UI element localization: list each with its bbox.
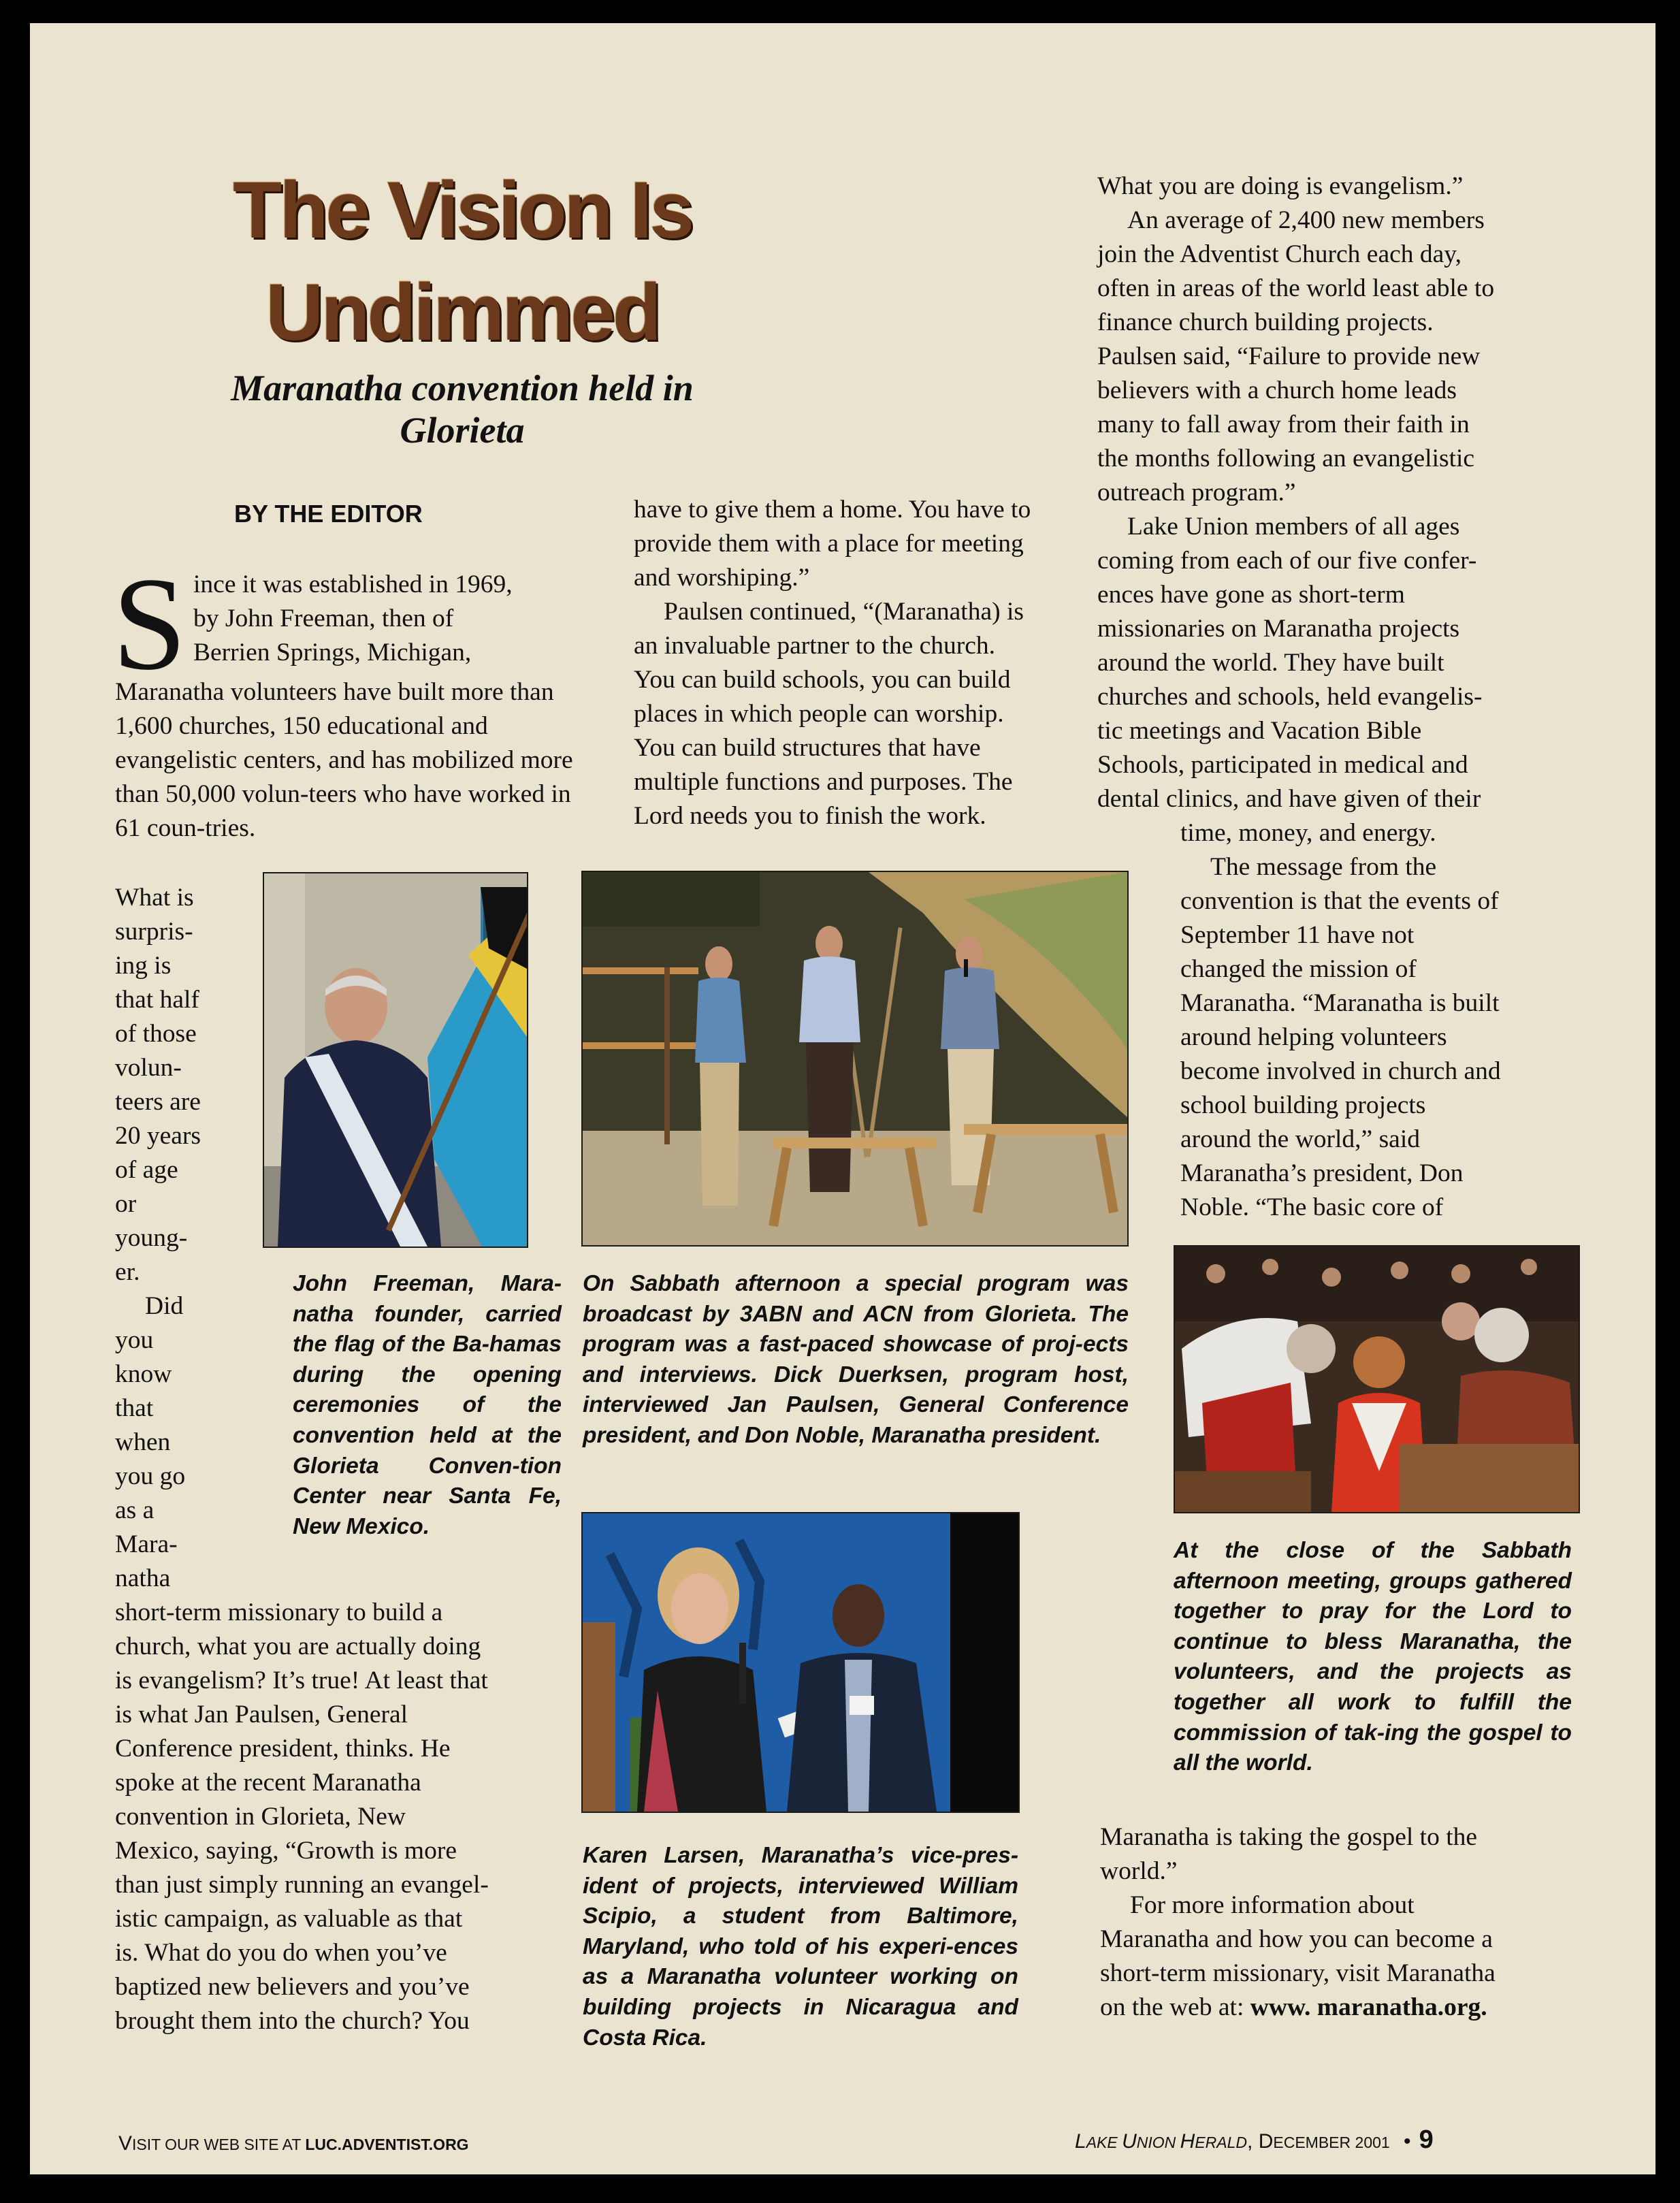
intro-line: Berrien Springs, Michigan, bbox=[193, 639, 472, 666]
photo-freeman-image bbox=[264, 873, 527, 1247]
narrow-line: that half bbox=[115, 986, 199, 1014]
text-line: outreach program.” bbox=[1097, 479, 1296, 506]
photo-larsen-image bbox=[583, 1513, 1018, 1812]
narrow-line: of those bbox=[115, 1020, 197, 1048]
column-3-top bbox=[1097, 170, 1587, 816]
text-line: believers with a church home leads bbox=[1097, 376, 1457, 404]
text-line: have to give them a home. You have to bbox=[634, 496, 1031, 524]
caption-larsen: Karen Larsen, Maranatha’s vice-pres-ident of projects, interviewed William Scipio, a student from Baltimore, Maryland, who told of his experi-ences as a Maranatha volunteer working on building projects in Nicaragua and Costa Rica. bbox=[583, 1843, 1018, 2051]
article-title-line-2: Undimmed bbox=[265, 268, 659, 357]
pub-cap-3: H bbox=[1180, 2130, 1195, 2153]
text-line: become involved in church and bbox=[1180, 1057, 1501, 1085]
footer-right bbox=[1075, 2125, 1434, 2155]
photo-stage-image bbox=[583, 872, 1127, 1245]
narrow-line: 20 years bbox=[115, 1122, 201, 1150]
footer-separator: , bbox=[1247, 2130, 1259, 2153]
maranatha-web-link[interactable]: www. maranatha.org. bbox=[1250, 1993, 1487, 2021]
text-line: brought them into the church? You bbox=[115, 2007, 470, 2035]
article-title-line-1: The Vision Is bbox=[233, 165, 692, 255]
text-line: provide them with a place for meeting bbox=[634, 530, 1024, 558]
narrow-line: volun- bbox=[115, 1054, 182, 1082]
narrow-line: er. bbox=[115, 1258, 140, 1286]
text-line: changed the mission of bbox=[1180, 955, 1417, 983]
text-line: churches and schools, held evangelis- bbox=[1097, 683, 1483, 711]
text-line: Conference president, thinks. He bbox=[115, 1735, 451, 1763]
caption-stage: On Sabbath afternoon a special program was broadcast by 3ABN and ACN from Glorieta. The program was a fast-paced showcase of proj-ects and interviews. Dick Duerksen, program host, interviewed Jan Paulsen, General Conference president, and Don Noble, Maranatha president. bbox=[583, 1271, 1129, 1448]
text-line: You can build schools, you can build bbox=[634, 666, 1011, 694]
text-line: baptized new believers and you’ve bbox=[115, 1973, 470, 2001]
narrow-line: that bbox=[115, 1394, 154, 1422]
text-line: around helping volunteers bbox=[1180, 1023, 1447, 1051]
narrow-line: you go bbox=[115, 1462, 186, 1490]
intro-line: by John Freeman, then of bbox=[193, 605, 454, 632]
text-line: istic campaign, as valuable as that bbox=[115, 1905, 463, 1933]
narrow-line: What is bbox=[115, 884, 194, 912]
narrow-line: natha bbox=[115, 1564, 171, 1592]
pub-rest-1: AKE bbox=[1086, 2134, 1122, 2151]
narrow-line: Did bbox=[145, 1292, 184, 1320]
article-subtitle: Maranatha convention held in Glorieta bbox=[231, 368, 694, 451]
text-line: finance church building projects. bbox=[1097, 308, 1434, 336]
date-cap: D bbox=[1258, 2130, 1274, 2153]
text-line: Schools, participated in medical and bbox=[1097, 751, 1468, 779]
column-3-indented bbox=[1180, 816, 1589, 1225]
text-line: The message from the bbox=[1210, 853, 1437, 881]
text-line: short-term missionary, visit Maranatha bbox=[1100, 1959, 1496, 1987]
narrow-line: as a bbox=[115, 1496, 155, 1524]
text-line: is evangelism? It’s true! At least that bbox=[115, 1667, 488, 1694]
text-line bbox=[1100, 1991, 1590, 2025]
narrow-line: teers are bbox=[115, 1088, 201, 1116]
text-line: Paulsen said, “Failure to provide new bbox=[1097, 342, 1481, 370]
column-3-bottom bbox=[1100, 1820, 1590, 2025]
pub-cap-1: L bbox=[1075, 2130, 1086, 2153]
text-line: the months following an evangelistic bbox=[1097, 445, 1475, 472]
text-line: time, money, and energy. bbox=[1180, 819, 1436, 847]
text-line: church, what you are actually doing bbox=[115, 1633, 481, 1660]
text-line: Maranatha. “Maranatha is built bbox=[1180, 989, 1500, 1017]
footer-visit-cap: V bbox=[118, 2132, 133, 2155]
narrow-line: Mara- bbox=[115, 1530, 178, 1558]
text-line: Maranatha and how you can become a bbox=[1100, 1925, 1493, 1953]
text-line: Lord needs you to finish the work. bbox=[634, 802, 986, 830]
text-line: tic meetings and Vacation Bible bbox=[1097, 717, 1422, 745]
narrow-line: young- bbox=[115, 1224, 188, 1252]
footer-visit-rest: ISIT OUR WEB SITE AT bbox=[132, 2136, 306, 2153]
page-number: 9 bbox=[1419, 2125, 1434, 2154]
byline: BY THE EDITOR bbox=[234, 500, 423, 528]
footer-left bbox=[118, 2132, 469, 2155]
text-line: world.” bbox=[1100, 1857, 1178, 1885]
pub-rest-3: ERALD bbox=[1195, 2134, 1248, 2151]
pub-cap-2: U bbox=[1122, 2130, 1137, 2153]
text-line: spoke at the recent Maranatha bbox=[115, 1769, 421, 1797]
footer-bullet: • bbox=[1404, 2130, 1411, 2153]
web-prefix: on the web at: bbox=[1100, 1993, 1250, 2021]
text-line: multiple functions and purposes. The bbox=[634, 768, 1013, 796]
column-1-intro bbox=[112, 550, 585, 846]
text-line: For more information about bbox=[1130, 1891, 1415, 1919]
drop-cap: S bbox=[112, 550, 187, 698]
text-line: is what Jan Paulsen, General bbox=[115, 1701, 408, 1728]
photo-prayer-groups bbox=[1174, 1245, 1580, 1513]
text-line: missionaries on Maranatha projects bbox=[1097, 615, 1460, 643]
magazine-page bbox=[30, 23, 1655, 2174]
text-line: an invaluable partner to the church. bbox=[634, 632, 996, 660]
text-line: coming from each of our five confer- bbox=[1097, 547, 1477, 575]
text-line: dental clinics, and have given of their bbox=[1097, 785, 1481, 813]
text-line: is. What do you do when you’ve bbox=[115, 1939, 447, 1967]
footer-website-link[interactable]: LUC.ADVENTIST.ORG bbox=[305, 2136, 469, 2153]
narrow-line: when bbox=[115, 1428, 171, 1456]
photo-prayer-image bbox=[1175, 1247, 1579, 1512]
text-line: often in areas of the world least able to bbox=[1097, 274, 1495, 302]
text-line: and worshiping.” bbox=[634, 564, 810, 592]
text-line: convention is that the events of bbox=[1180, 887, 1499, 915]
narrow-line: surpris- bbox=[115, 918, 193, 946]
text-line: short-term missionary to build a bbox=[115, 1598, 443, 1626]
narrow-line: or bbox=[115, 1190, 137, 1218]
text-line: Paulsen continued, “(Maranatha) is bbox=[664, 598, 1024, 626]
narrow-line: know bbox=[115, 1360, 172, 1388]
column-2-top bbox=[634, 493, 1158, 833]
text-line: convention in Glorieta, New bbox=[115, 1803, 406, 1831]
text-line: many to fall away from their faith in bbox=[1097, 411, 1470, 438]
pub-rest-2: NION bbox=[1136, 2134, 1180, 2151]
text-line: around the world. They have built bbox=[1097, 649, 1444, 677]
text-line: September 11 have not bbox=[1180, 921, 1415, 949]
paragraph: Maranatha volunteers have built more than 1,600 churches, 150 educational and evangelistic centers, and has mobilized more than 50,000 volun-teers who have worked in 61 coun-tries. bbox=[115, 678, 573, 842]
narrow-line: of age bbox=[115, 1156, 178, 1184]
photo-stage-program bbox=[581, 871, 1129, 1247]
photo-john-freeman bbox=[263, 872, 528, 1248]
text-line: What you are doing is evangelism.” bbox=[1097, 172, 1464, 200]
caption-freeman: John Freeman, Mara-natha founder, carried the flag of the Ba-hamas during the opening ceremonies of the convention held at the Glorieta Conven-tion Center near Santa Fe, New Mexico. bbox=[293, 1271, 562, 1539]
date-rest: ECEMBER 2001 bbox=[1273, 2134, 1390, 2151]
photo-karen-larsen bbox=[581, 1512, 1020, 1813]
text-line: Lake Union members of all ages bbox=[1127, 513, 1460, 541]
text-line: Maranatha is taking the gospel to the bbox=[1100, 1823, 1478, 1851]
text-line: You can build structures that have bbox=[634, 734, 981, 762]
text-line: Noble. “The basic core of bbox=[1180, 1193, 1444, 1221]
narrow-line: you bbox=[115, 1326, 154, 1354]
text-line: Maranatha’s president, Don bbox=[1180, 1159, 1464, 1187]
column-1-narrow bbox=[115, 881, 217, 1596]
text-line: join the Adventist Church each day, bbox=[1097, 240, 1461, 268]
caption-prayer: At the close of the Sabbath afternoon meeting, groups gathered together to pray for the Lord to continue to bless Maranatha, the volunteers, and the projects as together all work to fulfill the commission of tak-ing the gospel to all the world. bbox=[1174, 1538, 1572, 1776]
narrow-line: ing is bbox=[115, 952, 172, 980]
intro-line: ince it was established in 1969, bbox=[193, 570, 513, 598]
text-line: ences have gone as short-term bbox=[1097, 581, 1405, 609]
text-line: An average of 2,400 new members bbox=[1127, 206, 1485, 234]
publication-name bbox=[1075, 2130, 1247, 2153]
text-line: places in which people can worship. bbox=[634, 700, 1004, 728]
text-line: school building projects bbox=[1180, 1091, 1426, 1119]
text-line: than just simply running an evangel- bbox=[115, 1871, 489, 1899]
text-line: around the world,” said bbox=[1180, 1125, 1420, 1153]
text-line: Mexico, saying, “Growth is more bbox=[115, 1837, 457, 1865]
column-1-bottom bbox=[115, 1596, 592, 2038]
